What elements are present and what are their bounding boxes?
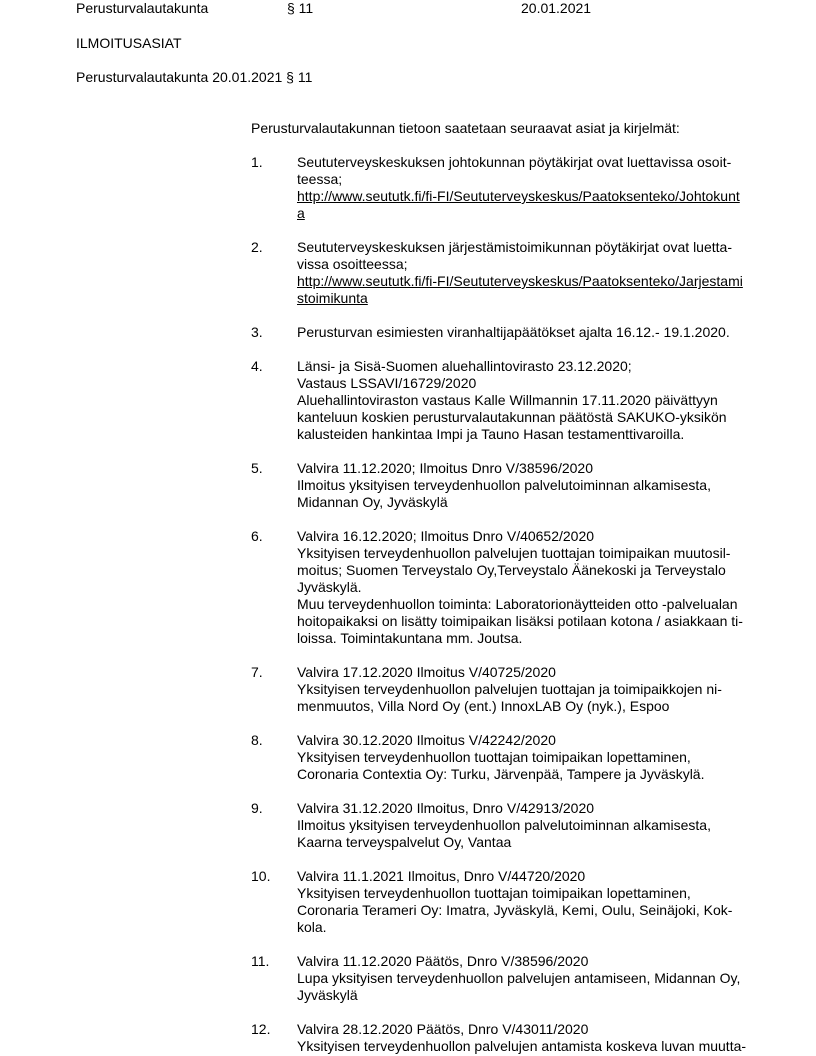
item-number: 9.	[251, 800, 263, 816]
item-body	[297, 732, 704, 783]
item-text-line: Midannan Oy, Jyväskylä	[297, 494, 448, 510]
item-text-line: Seututerveyskeskuksen johtokunnan pöytäkirjat ovat luettavissa osoit-	[297, 154, 732, 170]
item-link-line	[297, 273, 743, 290]
item-text-line: Valvira 11.12.2020 Päätös, Dnro V/38596/2020	[297, 953, 589, 969]
item-text-line: Yksityisen terveydenhuollon palvelujen tuottajan toimipaikan muutosil-	[297, 545, 731, 561]
item-link[interactable]: a	[297, 205, 305, 221]
item-body	[297, 953, 740, 1004]
item-text-line: kola.	[297, 919, 327, 935]
item-number: 7.	[251, 664, 263, 680]
item-number: 11.	[251, 953, 270, 969]
item-text-line: Jyväskylä	[297, 987, 358, 1003]
item-body	[297, 528, 743, 647]
item-text-line: Seututerveyskeskuksen järjestämistoimikunnan pöytäkirjat ovat luetta-	[297, 239, 732, 255]
item-number: 8.	[251, 732, 263, 748]
item-text-line: Perusturvan esimiesten viranhaltijapäätökset ajalta 16.12.- 19.1.2020.	[297, 324, 730, 340]
item-text-line: hoitopaikaksi on lisätty toimipaikan lisäksi potilaan kotona / asiakkaan ti-	[297, 613, 743, 629]
item-link[interactable]: stoimikunta	[297, 290, 368, 306]
item-link[interactable]: http://www.seututk.fi/fi-FI/Seututerveyskeskus/Paatoksenteko/Johtokunt	[297, 188, 740, 204]
item-body	[297, 800, 711, 851]
document-title: ILMOITUSASIAT	[76, 35, 182, 51]
header-date: 20.01.2021	[521, 0, 592, 16]
item-text-line: Kaarna terveyspalvelut Oy, Vantaa	[297, 834, 512, 850]
item-number: 3.	[251, 324, 263, 340]
item-number: 5.	[251, 460, 263, 476]
item-text-line: Valvira 11.12.2020; Ilmoitus Dnro V/38596/2020	[297, 460, 594, 476]
item-number: 2.	[251, 239, 263, 255]
item-body	[297, 239, 743, 307]
item-body	[297, 1021, 746, 1055]
item-text-line: Valvira 16.12.2020; Ilmoitus Dnro V/40652/2020	[297, 528, 595, 544]
item-text-line: Yksityisen terveydenhuollon palvelujen antamista koskeva luvan muutta-	[297, 1038, 747, 1054]
item-text-line: Ilmoitus yksityisen terveydenhuollon palvelutoiminnan alkamisesta,	[297, 477, 711, 493]
item-text-line: Valvira 28.12.2020 Päätös, Dnro V/43011/2020	[297, 1021, 589, 1037]
item-number: 6.	[251, 528, 263, 544]
item-text-line: Coronaria Terameri Oy: Imatra, Jyväskylä, Kemi, Oulu, Seinäjoki, Kok-	[297, 902, 733, 918]
item-text-line: Yksityisen terveydenhuollon tuottajan toimipaikan lopettaminen,	[297, 749, 691, 765]
item-text-line: Lupa yksityisen terveydenhuollon palvelujen antamiseen, Midannan Oy,	[297, 970, 741, 986]
item-text-line: Yksityisen terveydenhuollon palvelujen tuottajan ja toimipaikkojen ni-	[297, 681, 722, 697]
item-body	[297, 664, 722, 715]
item-text-line: Valvira 11.1.2021 Ilmoitus, Dnro V/44720/2020	[297, 868, 586, 884]
item-text-line: Länsi- ja Sisä-Suomen aluehallintovirasto 23.12.2020;	[297, 358, 632, 374]
item-text-line: moitus; Suomen Terveystalo Oy,Terveystalo Äänekoski ja Terveystalo	[297, 562, 726, 578]
item-link-line	[297, 205, 740, 222]
item-text-line: Ilmoitus yksityisen terveydenhuollon palvelutoiminnan alkamisesta,	[297, 817, 711, 833]
item-text-line: Yksityisen terveydenhuollon tuottajan toimipaikan lopettaminen,	[297, 885, 691, 901]
item-body	[297, 460, 711, 511]
item-number: 12.	[251, 1021, 271, 1037]
item-link-line	[297, 188, 740, 205]
document-reference: Perusturvalautakunta 20.01.2021 § 11	[76, 69, 313, 85]
item-number: 4.	[251, 358, 263, 374]
item-body	[297, 324, 730, 341]
item-text-line: Vastaus LSSAVI/16729/2020	[297, 375, 477, 391]
item-text-line: Valvira 31.12.2020 Ilmoitus, Dnro V/42913/2020	[297, 800, 595, 816]
item-number: 1.	[251, 154, 263, 170]
item-text-line: Jyväskylä.	[297, 579, 362, 595]
item-text-line: menmuutos, Villa Nord Oy (ent.) InnoxLAB Oy (nyk.), Espoo	[297, 698, 670, 714]
item-text-line: Valvira 17.12.2020 Ilmoitus V/40725/2020	[297, 664, 556, 680]
item-text-line: Muu terveydenhuollon toiminta: Laboratorionäytteiden otto -palvelualan	[297, 596, 738, 612]
item-link-line	[297, 290, 743, 307]
item-text-line: Aluehallintoviraston vastaus Kalle Willmannin 17.11.2020 päivättyyn	[297, 392, 718, 408]
item-text-line: teessa;	[297, 171, 343, 187]
header-section: § 11	[287, 0, 314, 16]
item-body	[297, 868, 732, 936]
item-body	[297, 358, 727, 443]
item-text-line: kalusteiden hankintaa Impi ja Tauno Hasan testamenttivaroilla.	[297, 426, 685, 442]
item-text-line: loissa. Toimintakuntana mm. Joutsa.	[297, 630, 523, 646]
header-organization: Perusturvalautakunta	[76, 0, 209, 16]
item-number: 10.	[251, 868, 271, 884]
item-text-line: Coronaria Contextia Oy: Turku, Järvenpää, Tampere ja Jyväskylä.	[297, 766, 705, 782]
item-text-line: kanteluun koskien perusturvalautakunnan päätöstä SAKUKO-yksikön	[297, 409, 727, 425]
item-text-line: Valvira 30.12.2020 Ilmoitus V/42242/2020	[297, 732, 556, 748]
item-body	[297, 154, 740, 222]
item-text-line: vissa osoitteessa;	[297, 256, 408, 272]
intro-text: Perusturvalautakunnan tietoon saatetaan seuraavat asiat ja kirjelmät:	[251, 120, 680, 136]
item-link[interactable]: http://www.seututk.fi/fi-FI/Seututerveyskeskus/Paatoksenteko/Jarjestami	[297, 273, 743, 289]
